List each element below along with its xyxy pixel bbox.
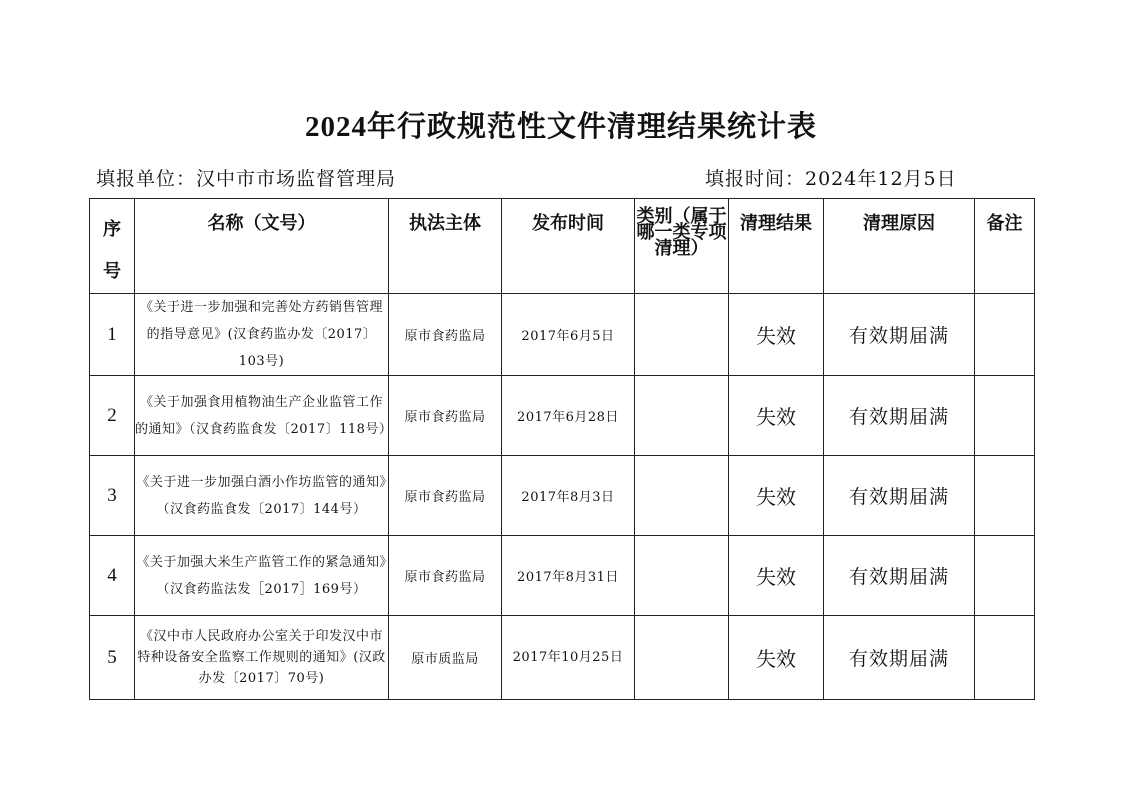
row-result: 失效 bbox=[729, 456, 824, 536]
row-remark bbox=[975, 376, 1035, 456]
row-result: 失效 bbox=[729, 376, 824, 456]
table-row bbox=[90, 456, 1035, 536]
row-seq: 4 bbox=[90, 536, 135, 616]
row-seq: 1 bbox=[90, 294, 135, 376]
row-name: 《关于加强食用植物油生产企业监管工作的通知》（汉食药监食发〔2017〕118号） bbox=[135, 376, 389, 456]
row-seq: 2 bbox=[90, 376, 135, 456]
row-authority: 原市食药监局 bbox=[389, 376, 502, 456]
row-reason: 有效期届满 bbox=[824, 376, 975, 456]
header-remark: 备注 bbox=[975, 199, 1035, 294]
table-header-row bbox=[90, 199, 1035, 294]
row-date: 2017年10月25日 bbox=[502, 616, 635, 700]
row-reason: 有效期届满 bbox=[824, 536, 975, 616]
row-reason: 有效期届满 bbox=[824, 294, 975, 376]
results-table bbox=[89, 198, 1035, 700]
row-category bbox=[635, 616, 729, 700]
header-seq: 序 号 bbox=[90, 199, 135, 294]
row-result: 失效 bbox=[729, 294, 824, 376]
row-seq: 5 bbox=[90, 616, 135, 700]
table-row bbox=[90, 376, 1035, 456]
row-remark bbox=[975, 456, 1035, 536]
row-authority: 原市食药监局 bbox=[389, 294, 502, 376]
row-authority: 原市质监局 bbox=[389, 616, 502, 700]
header-name: 名称（文号） bbox=[135, 199, 389, 294]
row-authority: 原市食药监局 bbox=[389, 456, 502, 536]
row-date: 2017年6月5日 bbox=[502, 294, 635, 376]
row-reason: 有效期届满 bbox=[824, 456, 975, 536]
row-category bbox=[635, 536, 729, 616]
row-category bbox=[635, 456, 729, 536]
row-date: 2017年8月31日 bbox=[502, 536, 635, 616]
row-name: 《汉中市人民政府办公室关于印发汉中市特种设备安全监察工作规则的通知》(汉政办发〔2017〕70号) bbox=[135, 616, 389, 700]
header-category: 类别（属于哪一类专项清理） bbox=[635, 199, 729, 294]
row-result: 失效 bbox=[729, 536, 824, 616]
row-result: 失效 bbox=[729, 616, 824, 700]
header-authority: 执法主体 bbox=[389, 199, 502, 294]
row-category bbox=[635, 376, 729, 456]
document-title: 2024年行政规范性文件清理结果统计表 bbox=[304, 111, 817, 143]
row-date: 2017年6月28日 bbox=[502, 376, 635, 456]
row-name: 《关于加强大米生产监管工作的紧急通知》（汉食药监法发［2017］169号） bbox=[135, 536, 389, 616]
row-category bbox=[635, 294, 729, 376]
table-row bbox=[90, 616, 1035, 700]
row-reason: 有效期届满 bbox=[824, 616, 975, 700]
reporting-time: 填报时间：2024年12月5日 bbox=[705, 168, 957, 190]
row-remark bbox=[975, 294, 1035, 376]
table-row bbox=[90, 294, 1035, 376]
row-remark bbox=[975, 616, 1035, 700]
reporting-unit: 填报单位：汉中市市场监督管理局 bbox=[96, 168, 397, 190]
header-reason: 清理原因 bbox=[824, 199, 975, 294]
row-name: 《关于进一步加强白酒小作坊监管的通知》（汉食药监食发〔2017〕144号） bbox=[135, 456, 389, 536]
row-name: 《关于进一步加强和完善处方药销售管理的指导意见》(汉食药监办发〔2017〕103号) bbox=[135, 294, 389, 376]
row-date: 2017年8月3日 bbox=[502, 456, 635, 536]
header-date: 发布时间 bbox=[502, 199, 635, 294]
row-seq: 3 bbox=[90, 456, 135, 536]
table-row bbox=[90, 536, 1035, 616]
row-authority: 原市食药监局 bbox=[389, 536, 502, 616]
header-result: 清理结果 bbox=[729, 199, 824, 294]
row-remark bbox=[975, 536, 1035, 616]
